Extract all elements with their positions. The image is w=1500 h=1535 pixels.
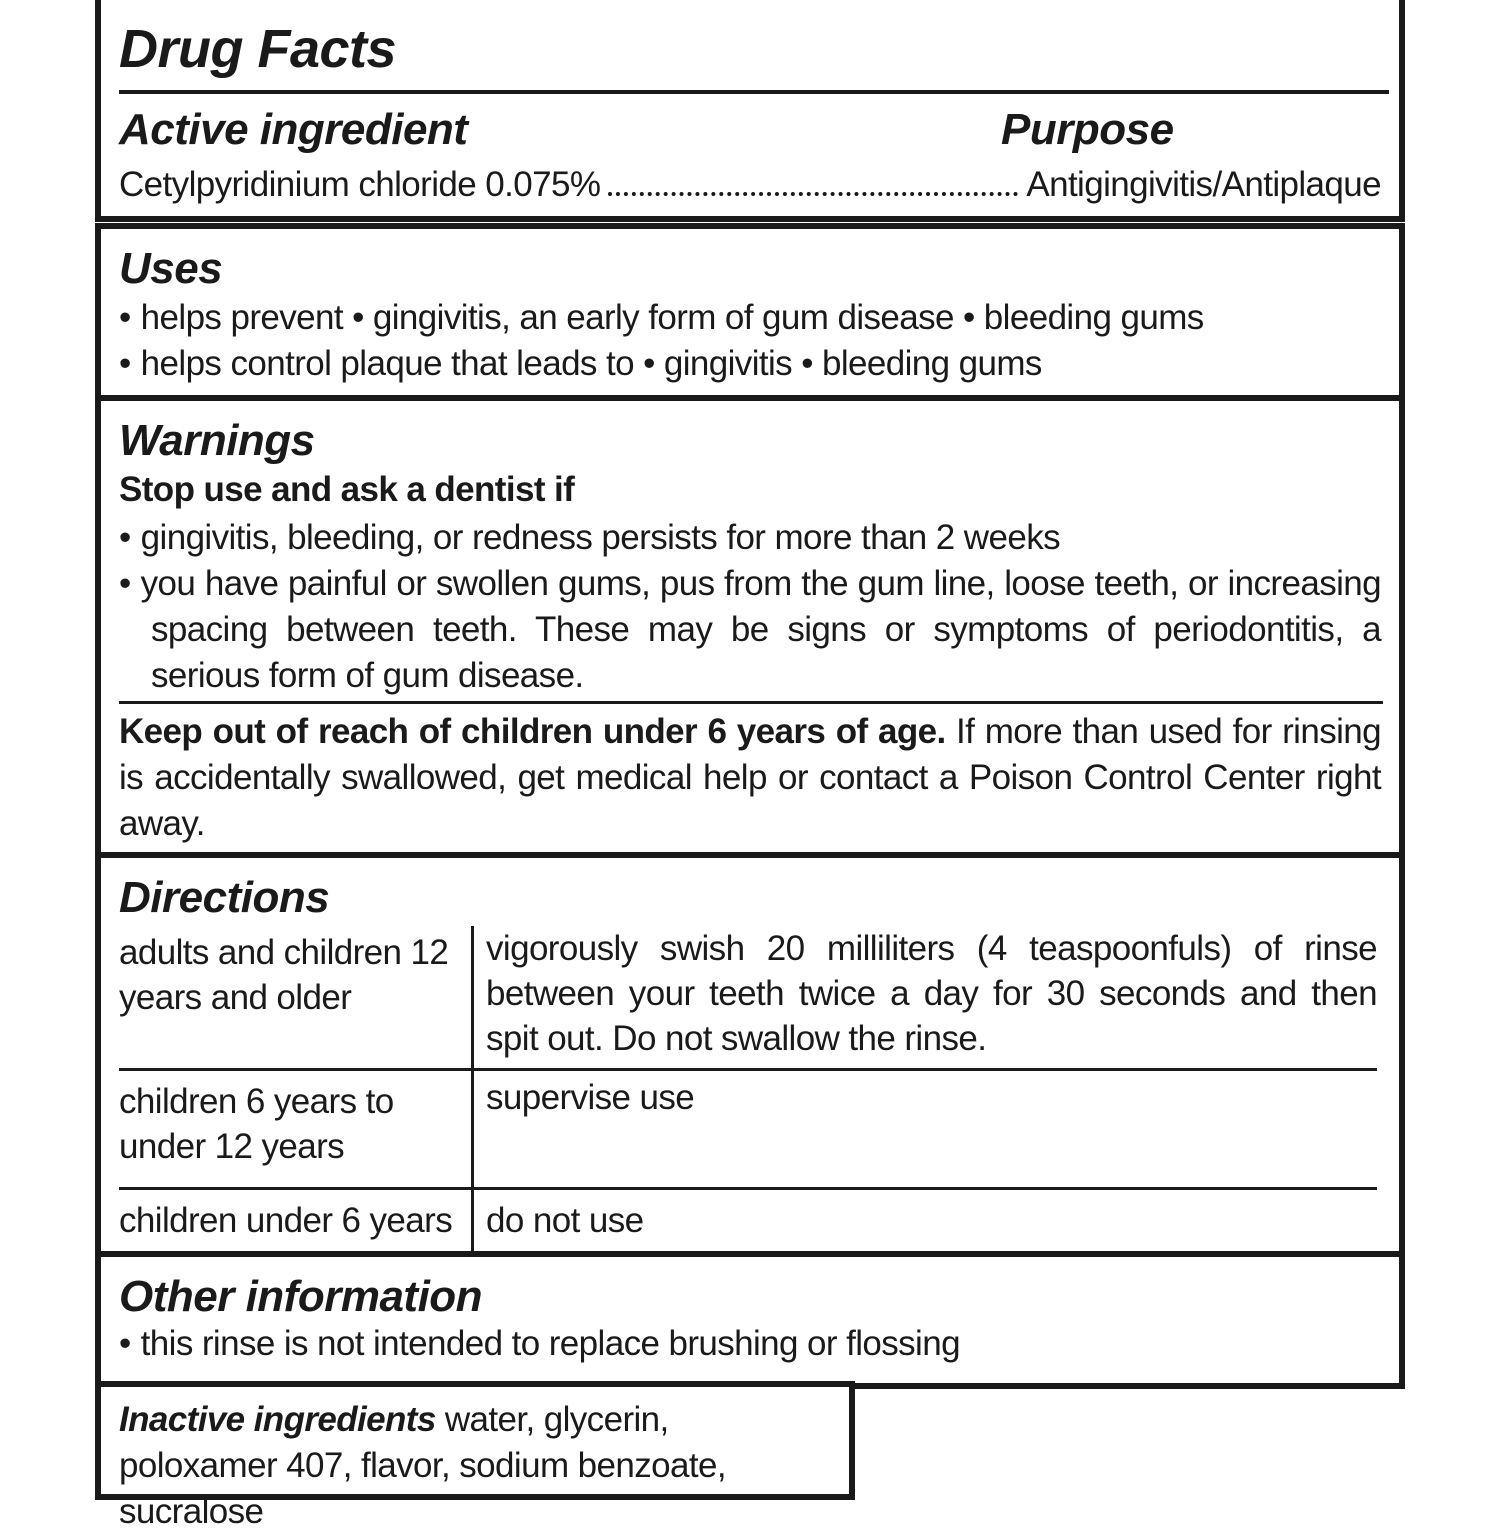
stop-use-subheading: Stop use and ask a dentist if: [119, 470, 575, 509]
other-information-panel: [95, 1251, 1405, 1389]
directions-row: [119, 1070, 1377, 1189]
dot-leader: [608, 192, 1018, 196]
directions-row: [119, 926, 1377, 1070]
keep-out-paragraph: [119, 709, 1381, 847]
inactive-ingredients-heading: Inactive ingredients: [119, 1400, 436, 1439]
directions-who: children 6 years to under 12 years: [119, 1070, 473, 1189]
directions-what: vigorously swish 20 milliliters (4 teaspoonfuls) of rinse between your teeth twice a day for 30 seconds and then spit out. Do not swallow the rinse.: [473, 926, 1378, 1070]
directions-who: adults and children 12 years and older: [119, 926, 473, 1070]
warnings-panel: [95, 395, 1405, 859]
active-ingredient-heading: Active ingredient: [119, 105, 468, 154]
inactive-ingredients-paragraph: [119, 1397, 831, 1535]
inactive-ingredients-panel: [95, 1381, 855, 1531]
purpose-heading: Purpose: [1001, 105, 1174, 154]
directions-panel: [95, 852, 1405, 1257]
uses-item: • helps prevent • gingivitis, an early form of gum disease • bleeding gums: [119, 295, 1381, 341]
active-ingredient-purpose: Antigingivitis/Antiplaque: [1026, 165, 1381, 204]
keep-out-text: If more than used for rinsing is accidentally swallowed, get medical help or contact a Poison Control Center right away.: [119, 712, 1381, 843]
directions-row: [119, 1189, 1377, 1261]
directions-who: children under 6 years: [119, 1189, 473, 1261]
drug-facts-header-panel: [95, 0, 1405, 222]
warnings-divider: [119, 701, 1383, 704]
page-title: Drug Facts: [119, 19, 397, 79]
inactive-ingredients-text: water, glycerin, poloxamer 407, flavor, sodium benzoate, sucralose: [119, 1400, 726, 1531]
directions-heading: Directions: [119, 873, 330, 922]
uses-heading: Uses: [119, 244, 223, 293]
uses-list: [119, 295, 1381, 387]
uses-item: • helps control plaque that leads to • gingivitis • bleeding gums: [119, 341, 1381, 387]
warnings-list: [119, 515, 1381, 699]
directions-what: supervise use: [473, 1070, 1378, 1189]
active-ingredient-row: [119, 162, 1381, 208]
other-information-item: • this rinse is not intended to replace brushing or flossing: [119, 1321, 1381, 1367]
warnings-heading: Warnings: [119, 416, 315, 465]
warnings-item: • you have painful or swollen gums, pus from the gum line, loose teeth, or increasing spacing between teeth. These may be signs or symptoms of periodontitis, a serious form of gum disease.: [119, 561, 1381, 699]
directions-table: [119, 926, 1377, 1260]
keep-out-bold: Keep out of reach of children under 6 years of age.: [119, 712, 946, 751]
warnings-item: • gingivitis, bleeding, or redness persists for more than 2 weeks: [119, 515, 1381, 561]
other-information-heading: Other information: [119, 1272, 483, 1321]
directions-what: do not use: [486, 1201, 644, 1240]
title-divider: [119, 90, 1389, 94]
uses-panel: [95, 223, 1405, 402]
active-ingredient-name: Cetylpyridinium chloride 0.075%: [119, 165, 601, 204]
active-ingredient-header-row: [119, 105, 1381, 158]
